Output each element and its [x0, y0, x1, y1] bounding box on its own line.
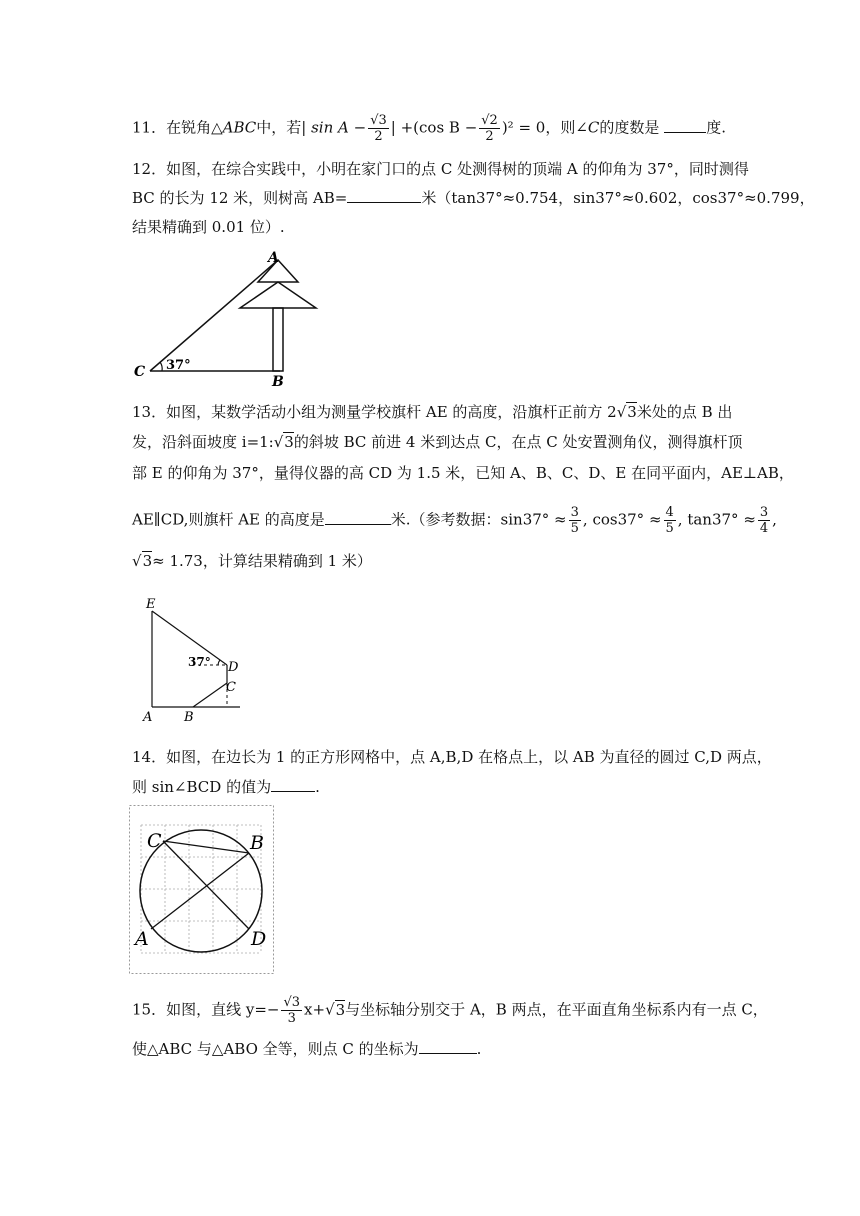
- q13-line-1: [132, 401, 732, 423]
- q14-chord-cb: [163, 841, 249, 853]
- q13-line-5-text: ≈ 1.73，计算结果精确到 1 米）: [152, 552, 372, 570]
- q13-line-2-sqrt: 3: [284, 433, 294, 451]
- q13-label-e: E: [146, 597, 156, 612]
- q11-text-2: 中，若: [256, 118, 302, 137]
- q14-label-d: D: [251, 928, 267, 950]
- q11-answer-blank: [664, 118, 706, 133]
- q13-sin-fraction: [569, 505, 581, 536]
- q11-triangle-abc: ABC: [222, 118, 257, 137]
- q13-line-4-a: AE∥CD,则旗杆 AE 的高度是: [132, 510, 325, 529]
- q13-tan-den: 4: [759, 521, 769, 536]
- q14-label-a: A: [135, 928, 149, 950]
- q14-line-1: 14．如图，在边长为 1 的正方形网格中，点 A,B,D 在格点上，以 AB 为直径的圆过 C,D 两点，: [132, 748, 772, 766]
- q13-answer-blank: [325, 510, 391, 525]
- q12-line-2-b: 米（tan37°≈0.754，sin37°≈0.602，cos37°≈0.799，: [421, 189, 815, 207]
- q14-label-c: C: [147, 830, 162, 852]
- q13-sin-num: 3: [570, 505, 579, 520]
- q13-line-2-b: 的斜坡 BC 前进 4 米到达点 C，在点 C 处安置测角仪，测得旗杆顶: [293, 433, 743, 451]
- q13-tan-fraction: [758, 505, 770, 536]
- q13-line-5-sqrt-sign: √: [132, 552, 142, 570]
- q15-fraction-den: 3: [287, 1011, 296, 1026]
- q12-sight-line: [150, 260, 278, 371]
- q15-line-1-sqrt-sign: √: [325, 1000, 335, 1019]
- q11-fraction-2-num: √2: [481, 113, 498, 128]
- q13-line-4-d: , tan37° ≈: [677, 510, 756, 529]
- q11-fraction-1: [368, 113, 389, 144]
- q12-line-2: [132, 187, 815, 209]
- q13-line-1-b: 米处的点 B 出: [636, 403, 733, 421]
- q15-fraction-num: √3: [283, 995, 301, 1010]
- q13-line-1-sqrt: 3: [627, 403, 637, 421]
- q11-number: 11．: [132, 118, 167, 137]
- q13-sin-den: 5: [570, 521, 579, 536]
- q13-line-1-sqrt-sign: √: [616, 403, 627, 421]
- q14-line-2-a: 则 sin∠BCD 的值为: [132, 778, 272, 796]
- q15-line-1-sqrt: 3: [335, 1000, 346, 1019]
- q11-text-4: 的度数是: [599, 118, 660, 137]
- q12-tree-trunk: [273, 308, 283, 371]
- q13-label-c: C: [226, 680, 236, 695]
- q15-line-1-b: x+: [304, 1000, 326, 1019]
- q14-label-b: B: [250, 832, 264, 854]
- q11-text-1: 在锐角△: [166, 118, 223, 137]
- q11-fraction-2: [479, 113, 500, 144]
- q11-plus-cos: | +(cos B −: [390, 118, 478, 137]
- q15-line-2-b: .: [476, 1040, 482, 1058]
- q11-text-3: ，则∠: [545, 118, 588, 137]
- q13-line-2: [132, 431, 743, 453]
- q11-text-5: 度.: [706, 118, 726, 137]
- q15-line-2: [132, 1038, 481, 1060]
- q12-angle-arc: [160, 362, 162, 371]
- q12-line-2-a: BC 的长为 12 米，则树高 AB=: [132, 189, 348, 207]
- q14-line-2: [132, 776, 320, 798]
- q12-figure: [128, 248, 328, 390]
- q13-cos-num: 4: [665, 505, 674, 520]
- q13-label-a: A: [143, 710, 153, 725]
- q12-tree-lower-triangle: [240, 282, 316, 308]
- q13-angle-arc: [218, 660, 220, 665]
- q12-line-1: 12．如图，在综合实践中，小明在家门口的点 C 处测得树的顶端 A 的仰角为 37°，同时测得: [132, 160, 749, 178]
- q11-fraction-1-num: √3: [370, 113, 387, 128]
- q13-line-2-sqrt-sign: √: [273, 433, 284, 451]
- q13-cos-fraction: [664, 505, 676, 536]
- q14-chord-cd: [163, 841, 249, 929]
- q12-line-3: 结果精确到 0.01 位）.: [132, 218, 285, 236]
- q13-line-4-c: , cos37° ≈: [582, 510, 662, 529]
- q14-line-2-b: .: [315, 778, 320, 796]
- q13-line-4: [132, 505, 777, 536]
- q14-figure: [129, 805, 275, 975]
- q13-line-3: 部 E 的仰角为 37°，量得仪器的高 CD 为 1.5 米，已知 A、B、C、D、E 在同平面内，AE⊥AB，: [132, 464, 794, 482]
- q13-line-4-b: 米.（参考数据：sin37° ≈: [390, 510, 567, 529]
- q11-fraction-1-den: 2: [374, 129, 383, 144]
- q13-tan-num: 3: [759, 505, 769, 520]
- q12-label-b: B: [272, 374, 284, 390]
- q12-angle-label: 37°: [166, 358, 191, 373]
- q15-fraction: [281, 995, 302, 1026]
- q13-line-4-e: ,: [772, 510, 777, 529]
- q13-line-5-sqrt: 3: [142, 552, 153, 570]
- q12-label-a: A: [268, 250, 279, 266]
- q12-label-c: C: [134, 364, 146, 380]
- q11-tail-eq: )² = 0: [501, 118, 546, 137]
- q15-line-1: [132, 995, 768, 1026]
- q13-slope-bc: [193, 683, 227, 707]
- q13-figure: [138, 590, 262, 726]
- q11-sin-a: | sin A −: [301, 118, 367, 137]
- q11-angle-c: C: [587, 118, 600, 137]
- q13-label-b: B: [184, 710, 194, 725]
- q13-line-2-a: 发，沿斜面坡度 i=1:: [132, 433, 274, 451]
- q15-line-1-a: 15．如图，直线 y=−: [132, 1000, 280, 1019]
- q14-diameter-ab: [151, 853, 249, 929]
- q12-answer-blank: [347, 188, 421, 203]
- q13-angle-label: 37°: [188, 655, 211, 669]
- q13-line-5: [132, 550, 372, 572]
- q11-line: [132, 113, 726, 144]
- q15-line-2-a: 使△ABC 与△ABO 全等，则点 C 的坐标为: [132, 1040, 419, 1058]
- q15-line-1-c: 与坐标轴分别交于 A，B 两点，在平面直角坐标系内有一点 C，: [345, 1000, 768, 1019]
- q13-cos-den: 5: [665, 521, 674, 536]
- q11-fraction-2-den: 2: [485, 129, 494, 144]
- q15-answer-blank: [419, 1039, 477, 1054]
- q14-answer-blank: [271, 777, 315, 792]
- q13-line-1-a: 13．如图，某数学活动小组为测量学校旗杆 AE 的高度，沿旗杆正前方 2: [132, 403, 617, 421]
- q13-label-d: D: [228, 660, 239, 675]
